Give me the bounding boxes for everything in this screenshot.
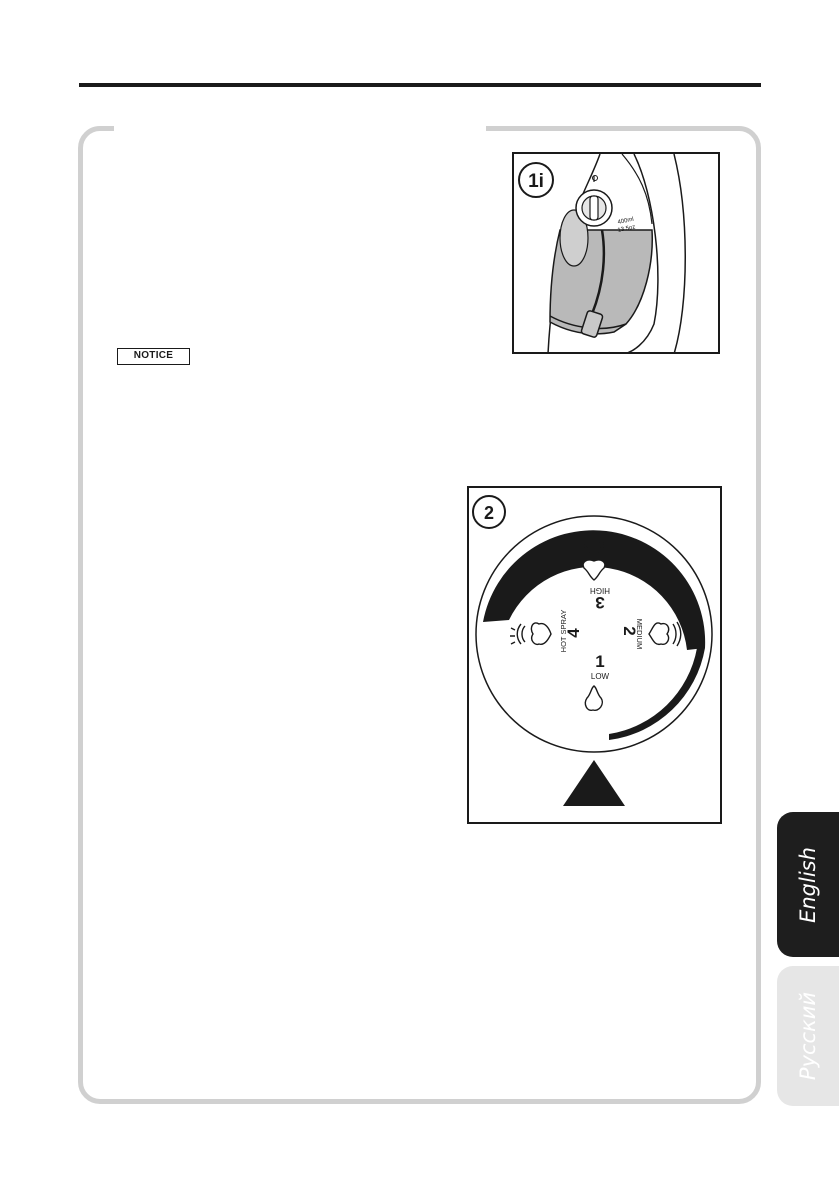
header-rule: [79, 83, 761, 87]
gauge-max-oz: 13.5oz: [617, 224, 637, 234]
language-tab-russian-label: Русский: [796, 991, 820, 1081]
language-tab-russian[interactable]: [777, 966, 839, 1106]
dial-label-high: HIGH: [590, 586, 610, 595]
dial-number-1: 1: [595, 652, 605, 671]
notice-badge: NOTICE: [117, 348, 190, 365]
dial-number-4: 4: [564, 628, 583, 638]
water-tank-illustration: [514, 154, 718, 352]
dial-label-medium: MEDIUM: [635, 618, 644, 650]
language-tab-english-label: English: [796, 846, 820, 923]
dial-pointer-triangle: [563, 760, 625, 806]
dial-number-2: 2: [620, 626, 639, 636]
steam-dial-illustration: [469, 488, 720, 822]
figure-1i: [512, 152, 720, 354]
figure-2: [467, 486, 722, 824]
language-tab-english[interactable]: [777, 812, 839, 957]
figure-2-badge: 2: [483, 503, 495, 523]
frame-title-gap: [114, 120, 486, 134]
dial-label-low: LOW: [590, 672, 610, 681]
gauge-max-ml: 400ml: [617, 216, 635, 226]
dial-number-3: 3: [595, 593, 605, 612]
figure-1i-badge: 1i: [528, 171, 544, 192]
dial-label-hot-spray: HOT SPRAY: [559, 609, 568, 653]
